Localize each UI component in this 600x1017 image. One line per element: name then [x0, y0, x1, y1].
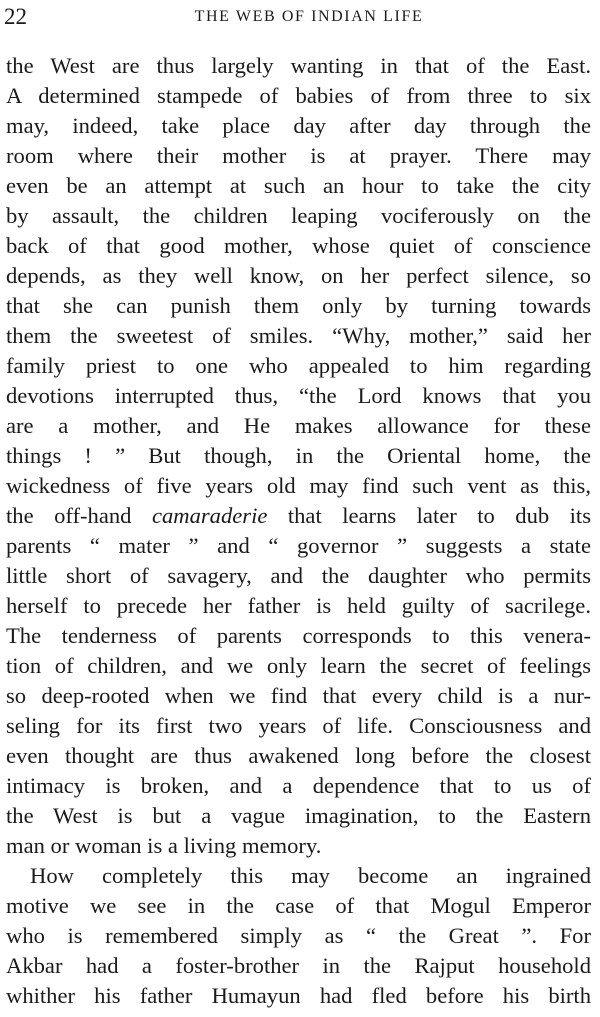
- text-line: may, indeed, take place day after day through the: [6, 113, 591, 138]
- text-line: even thought are thus awakened long before the closest: [6, 743, 591, 768]
- body-text: [6, 51, 591, 1011]
- italic-phrase: camaraderie: [151, 503, 268, 528]
- text-line: devotions interrupted thus, “the Lord knows that you: [6, 383, 591, 408]
- text-line: room where their mother is at prayer. There may: [6, 143, 591, 168]
- text-line: things ! ” But though, in the Oriental home, the: [6, 443, 591, 468]
- text-line: by assault, the children leaping vociferously on the: [6, 203, 591, 228]
- text-line: them the sweetest of smiles. “Why, mother,” said her: [6, 323, 591, 348]
- text-line: depends, as they well know, on her perfect silence, so: [6, 263, 591, 288]
- running-head: [4, 2, 594, 32]
- text-line: are a mother, and He makes allowance for these: [6, 413, 591, 438]
- running-title: THE WEB OF INDIAN LIFE: [194, 8, 424, 25]
- text-line: little short of savagery, and the daughter who permits: [6, 563, 591, 588]
- text-line: the West is but a vague imagination, to the Eastern: [6, 803, 591, 828]
- text-line: back of that good mother, whose quiet of conscience: [6, 233, 591, 258]
- text-line: the West are thus largely wanting in that of the East.: [6, 53, 591, 78]
- text-line: A determined stampede of babies of from three to six: [6, 83, 591, 108]
- text-line: wickedness of five years old may find such vent as this,: [6, 473, 591, 498]
- text-line: parents “ mater ” and “ governor ” suggests a state: [6, 533, 591, 558]
- text-line: family priest to one who appealed to him regarding: [6, 353, 591, 378]
- text-line: even be an attempt at such an hour to take the city: [6, 173, 591, 198]
- page-number: 22: [4, 4, 27, 29]
- text-line: The tenderness of parents corresponds to this venera-: [6, 623, 591, 648]
- text-line: seling for its first two years of life. Consciousness and: [6, 713, 591, 738]
- text-line: intimacy is broken, and a dependence that to us of: [6, 773, 591, 798]
- text-line: who is remembered simply as “ the Great ”. For: [6, 923, 591, 948]
- text-line: so deep-rooted when we find that every child is a nur-: [6, 683, 591, 708]
- text-line: man or woman is a living memory.: [6, 833, 322, 858]
- text-line: herself to precede her father is held guilty of sacrilege.: [6, 593, 591, 618]
- text-line: whither his father Humayun had fled before his birth: [6, 983, 591, 1008]
- text-line: the off-hand camaraderie that learns later to dub its: [6, 503, 591, 528]
- text-line: that she can punish them only by turning towards: [6, 293, 591, 318]
- text-line: motive we see in the case of that Mogul Emperor: [6, 893, 591, 918]
- text-line: How completely this may become an ingrained: [30, 863, 591, 888]
- text-line: tion of children, and we only learn the secret of feelings: [6, 653, 591, 678]
- text-line: Akbar had a foster-brother in the Rajput household: [6, 953, 591, 978]
